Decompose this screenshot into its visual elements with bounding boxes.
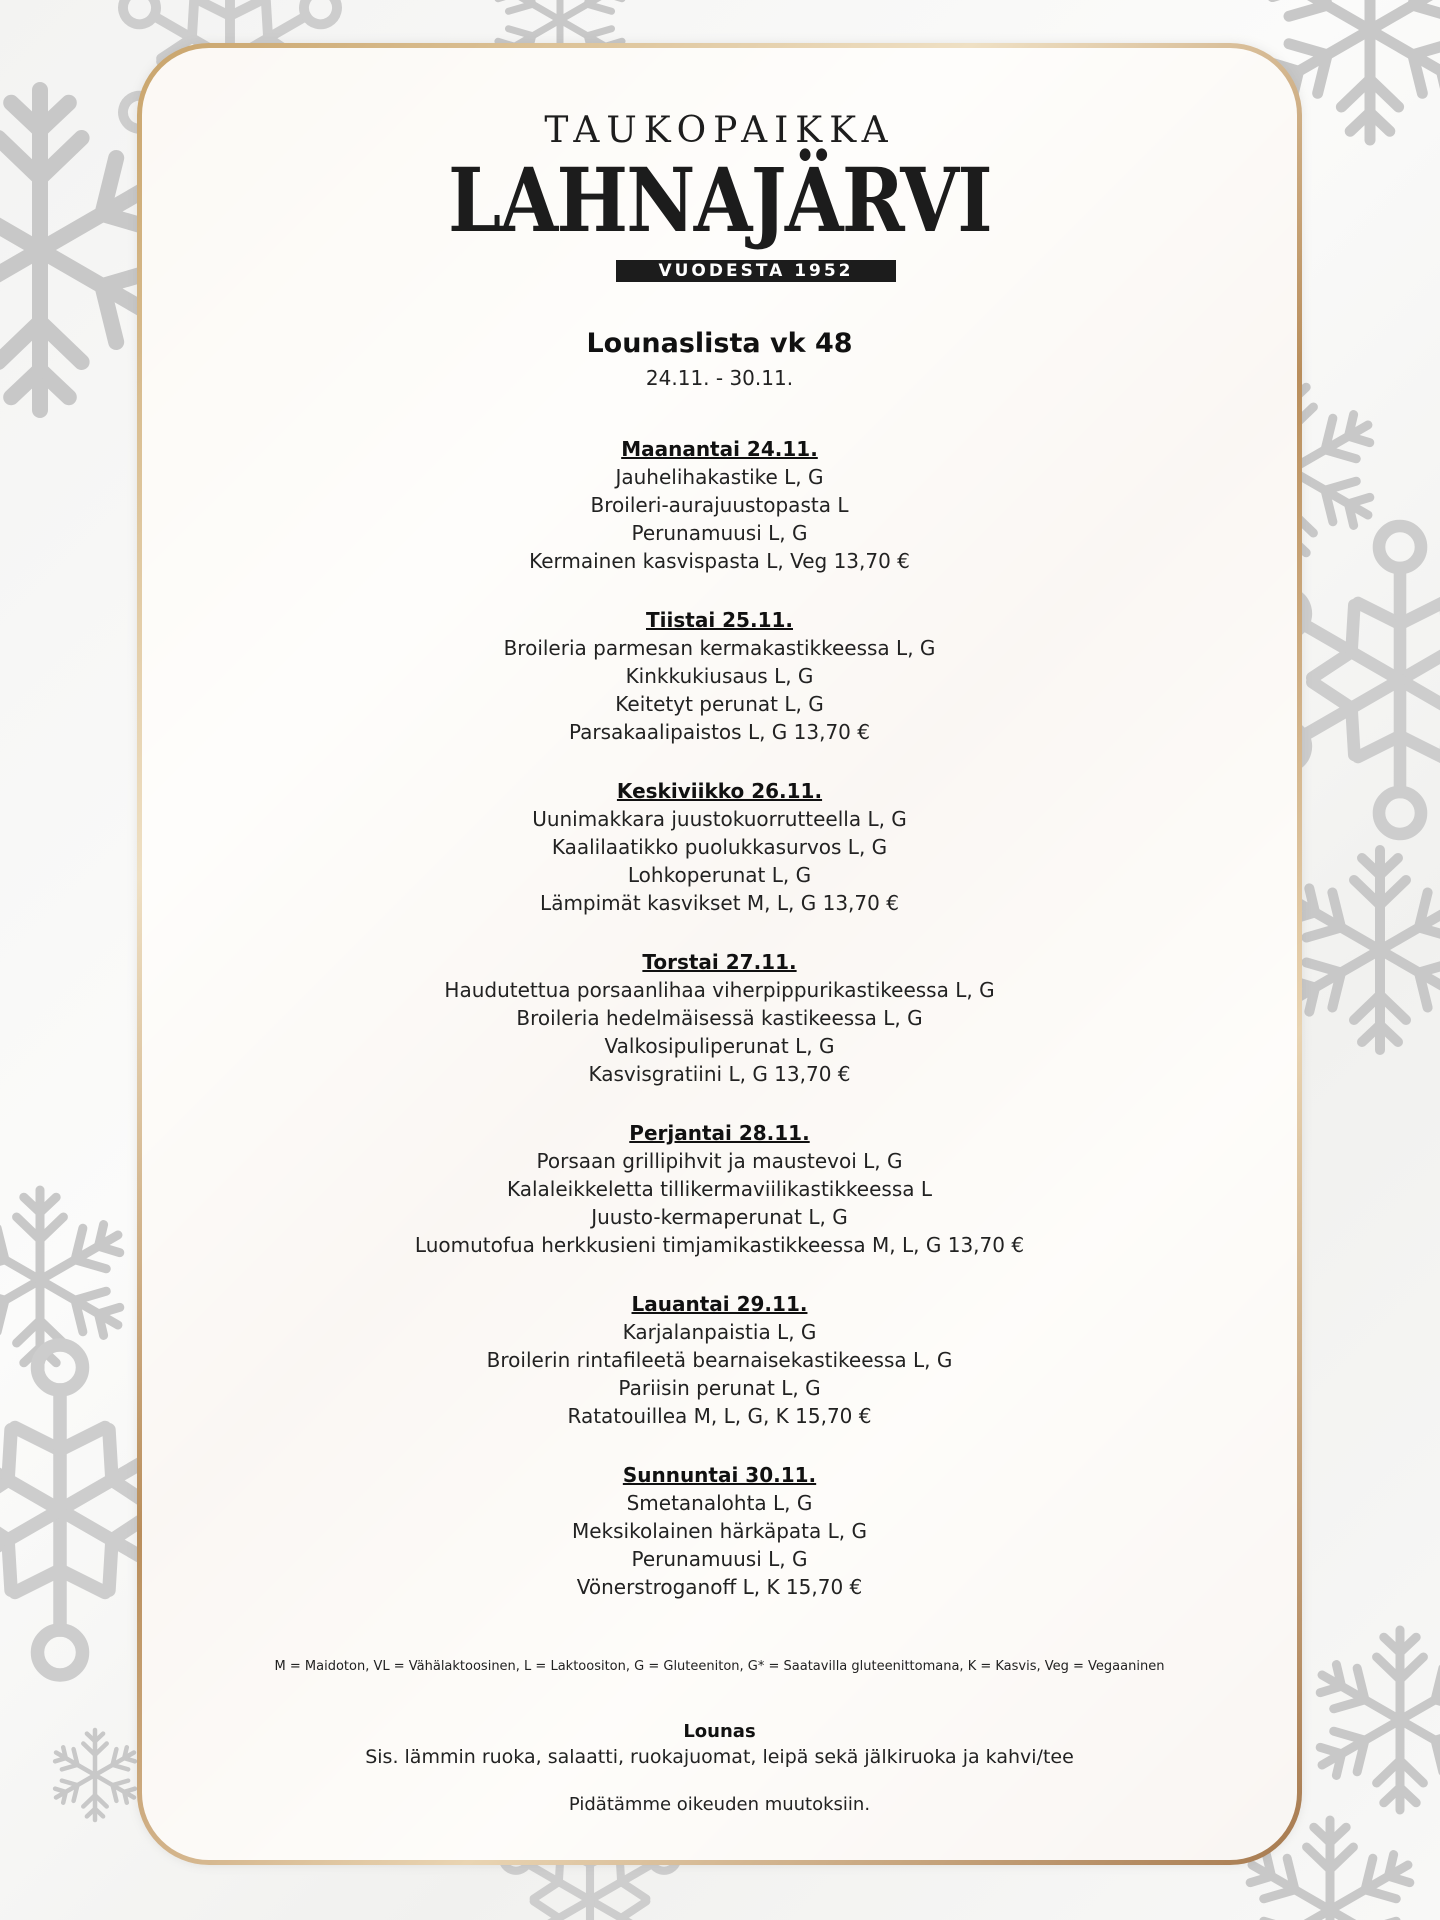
dish-item: Broilerin rintafileetä bearnaisekastikeessa L, G	[486, 1348, 953, 1372]
day-heading: Lauantai 29.11.	[631, 1292, 808, 1316]
dish-item: Parsakaalipaistos L, G 13,70 €	[568, 720, 870, 744]
dish-item: Broileria parmesan kermakastikkeessa L, G	[503, 636, 936, 660]
dish-item: Lämpimät kasvikset M, L, G 13,70 €	[540, 891, 899, 915]
day-section	[142, 948, 1297, 1088]
dish-item: Kalaleikkeletta tillikermaviilikastikkeessa L	[506, 1177, 933, 1201]
dish-item: Jauhelihakastike L, G	[615, 465, 824, 489]
day-section	[142, 1119, 1297, 1259]
day-section	[142, 1290, 1297, 1430]
dish-item: Haudutettua porsaanlihaa viherpippurikastikeessa L, G	[444, 978, 995, 1002]
day-heading: Perjantai 28.11.	[629, 1121, 810, 1145]
logo-since-bar: VUODESTA 1952	[616, 260, 896, 282]
day-section	[142, 777, 1297, 917]
menu-title: Lounaslista vk 48	[586, 328, 853, 359]
dish-item: Kasvisgratiini L, G 13,70 €	[588, 1062, 851, 1086]
dish-item: Meksikolainen härkäpata L, G	[571, 1519, 867, 1543]
day-heading: Tiistai 25.11.	[646, 608, 793, 632]
dish-item: Broileri-aurajuustopasta L	[590, 493, 849, 517]
day-heading: Torstai 27.11.	[642, 950, 797, 974]
dish-item: Uunimakkara juustokuorrutteella L, G	[532, 807, 907, 831]
dish-item: Kaalilaatikko puolukkasurvos L, G	[551, 835, 888, 859]
lunch-title: Lounas	[683, 1721, 756, 1742]
lunch-description: Sis. lämmin ruoka, salaatti, ruokajuomat, leipä sekä jälkiruoka ja kahvi/tee	[365, 1746, 1074, 1768]
dish-item: Valkosipuliperunat L, G	[604, 1034, 835, 1058]
day-heading: Sunnuntai 30.11.	[622, 1463, 817, 1487]
dish-item: Kinkkukiusaus L, G	[625, 664, 814, 688]
dish-item: Porsaan grillipihvit ja maustevoi L, G	[536, 1149, 903, 1173]
diet-legend: M = Maidoton, VL = Vähälaktoosinen, L = Laktoositon, G = Gluteeniton, G* = Saatavilla gluteenittomana, K = Kasvis, Veg = Vegaaninen	[274, 1659, 1165, 1674]
dish-item: Juusto-kermaperunat L, G	[591, 1205, 848, 1229]
logo-top-text: TAUKOPAIKKA	[544, 110, 895, 151]
dish-item: Ratatouillea M, L, G, K 15,70 €	[567, 1404, 872, 1428]
day-heading: Maanantai 24.11.	[621, 437, 818, 461]
dish-item: Luomutofua herkkusieni timjamikastikkeessa M, L, G 13,70 €	[414, 1233, 1025, 1257]
dish-item: Kermainen kasvispasta L, Veg 13,70 €	[529, 549, 910, 573]
dish-item: Keitetyt perunat L, G	[615, 692, 824, 716]
dish-item: Lohkoperunat L, G	[627, 863, 812, 887]
dish-item: Pariisin perunat L, G	[618, 1376, 821, 1400]
day-section	[142, 435, 1297, 575]
menu-frame	[137, 43, 1302, 1865]
logo-name: LAHNAJÄRVI	[448, 148, 991, 252]
dish-item: Perunamuusi L, G	[631, 521, 808, 545]
dish-item: Vönerstroganoff L, K 15,70 €	[576, 1575, 863, 1599]
menu-dates: 24.11. - 30.11.	[645, 366, 794, 390]
day-section	[142, 606, 1297, 746]
menu-card	[142, 48, 1297, 1860]
day-section	[142, 1461, 1297, 1601]
dish-item: Smetanalohta L, G	[626, 1491, 813, 1515]
changes-note: Pidätämme oikeuden muutoksiin.	[568, 1794, 871, 1815]
dish-item: Broileria hedelmäisessä kastikeessa L, G	[516, 1006, 923, 1030]
dish-item: Karjalanpaistia L, G	[622, 1320, 817, 1344]
dish-item: Perunamuusi L, G	[631, 1547, 808, 1571]
day-heading: Keskiviikko 26.11.	[616, 779, 823, 803]
